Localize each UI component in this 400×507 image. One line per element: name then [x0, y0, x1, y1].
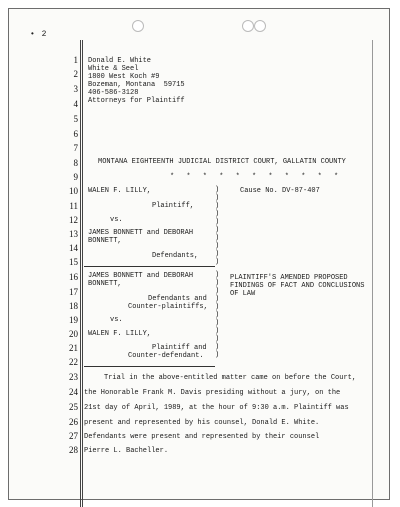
body-line: 21st day of April, 1989, at the hour of 9:30 a.m. Plaintiff was: [84, 404, 349, 412]
versus-label: vs.: [110, 216, 123, 224]
pleading-title-line3: OF LAW: [230, 290, 256, 298]
line-number: 25: [69, 402, 78, 412]
defendants-role: Defendants,: [152, 252, 199, 260]
line-number: 24: [69, 387, 78, 397]
line-number: 18: [69, 301, 78, 311]
line-number: 16: [69, 272, 78, 282]
counter-role-line2: Counter-plaintiffs,: [128, 303, 208, 311]
line-number: 11: [69, 201, 78, 211]
caption-paren-column-one: ) ) ) ) ) ) ) ) ) ): [215, 186, 220, 266]
counter-defendants-line1: JAMES BONNETT and DEBORAH: [88, 272, 194, 280]
line-number: 1: [73, 55, 78, 65]
line-number: 21: [69, 343, 78, 353]
corner-marks: • 2: [30, 30, 48, 39]
attorney-city: Bozeman, Montana 59715: [88, 81, 185, 89]
counter-role-line1: Defendants and: [148, 295, 207, 303]
line-number: 3: [73, 84, 78, 94]
pleading-title-line1: PLAINTIFF'S AMENDED PROPOSED: [230, 274, 348, 282]
line-number: 9: [73, 172, 78, 182]
punch-hole-left: [132, 20, 144, 32]
body-line: present and represented by his counsel, Donald E. White.: [84, 419, 320, 427]
line-number: 10: [69, 186, 78, 196]
line-number: 28: [69, 445, 78, 455]
line-number: 6: [73, 129, 78, 139]
body-line: Trial in the above-entitled matter came on before the Court,: [104, 374, 357, 382]
body-line: Pierre L. Bacheller.: [84, 447, 169, 455]
line-number: 14: [69, 243, 78, 253]
line-number: 23: [69, 372, 78, 382]
attorney-phone: 406-586-3128: [88, 89, 139, 97]
line-number: 8: [73, 158, 78, 168]
line-number: 13: [69, 229, 78, 239]
line-number: 4: [73, 99, 78, 109]
line-number: 20: [69, 329, 78, 339]
counter-plaintiff-role1: Plaintiff and: [152, 344, 207, 352]
court-heading: MONTANA EIGHTEENTH JUDICIAL DISTRICT COURT, GALLATIN COUNTY: [98, 158, 346, 166]
line-number: 15: [69, 257, 78, 267]
defendants-name-line1: JAMES BONNETT and DEBORAH: [88, 229, 194, 237]
body-line: the Honorable Frank M. Davis presiding without a jury, on the: [84, 389, 341, 397]
body-line: Defendants were present and represented by their counsel: [84, 433, 320, 441]
line-number: 12: [69, 215, 78, 225]
line-number: 26: [69, 417, 78, 427]
line-number: 2: [73, 69, 78, 79]
caption-divider: [84, 266, 215, 267]
attorney-street: 1800 West Koch #9: [88, 73, 160, 81]
caption-bottom-divider: [84, 366, 215, 367]
counter-plaintiff-name: WALEN F. LILLY,: [88, 330, 152, 338]
star-divider: * * * * * * * * * * *: [170, 173, 343, 181]
plaintiff-role: Plaintiff,: [152, 202, 195, 210]
line-number: 5: [73, 114, 78, 124]
cause-number: Cause No. DV-87-407: [240, 187, 320, 195]
line-number: 19: [69, 315, 78, 325]
line-number: 27: [69, 431, 78, 441]
caption-paren-column-two: ) ) ) ) ) ) ) ) ) ) ): [215, 271, 220, 359]
punch-hole-right-b: [254, 20, 266, 32]
right-margin-rule: [372, 40, 373, 507]
defendants-name-line2: BONNETT,: [88, 237, 122, 245]
versus-label-two: vs.: [110, 316, 123, 324]
margin-rule-double: [82, 40, 83, 507]
line-number: 17: [69, 287, 78, 297]
margin-rule: [80, 40, 81, 507]
line-number: 22: [69, 357, 78, 367]
line-number: 7: [73, 143, 78, 153]
pleading-title-line2: FINDINGS OF FACT AND CONCLUSIONS: [230, 282, 365, 290]
punch-hole-right-a: [242, 20, 254, 32]
attorney-name: Donald E. White: [88, 57, 152, 65]
plaintiff-name: WALEN F. LILLY,: [88, 187, 152, 195]
counter-defendants-line2: BONNETT,: [88, 280, 122, 288]
attorney-firm: White & Seel: [88, 65, 139, 73]
attorney-role: Attorneys for Plaintiff: [88, 97, 185, 105]
counter-plaintiff-role2: Counter-defendant.: [128, 352, 204, 360]
